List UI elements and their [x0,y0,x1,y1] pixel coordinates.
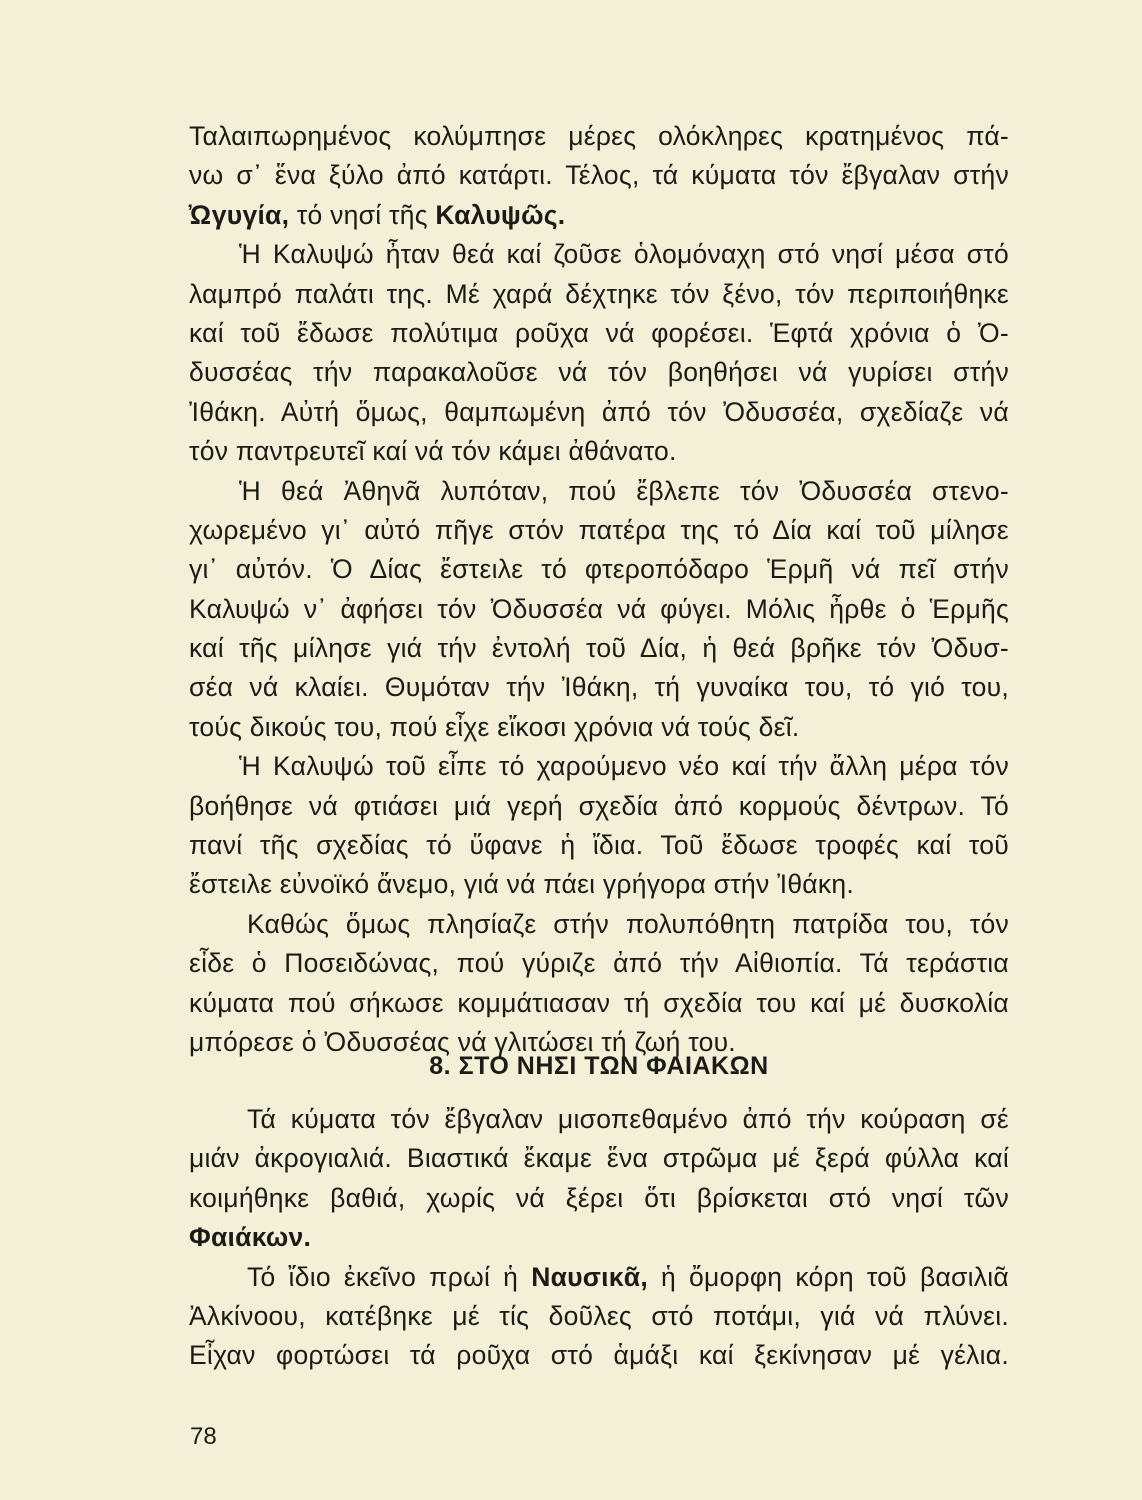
text-line: εἶδε ὁ Ποσειδώνας, πού γύριζε ἀπό τήν Αἰθιοπία. Τά τεράστια [189,948,1009,979]
text-line: Καθώς ὅμως πλησίαζε στήν πολυπόθητη πατρίδα του, τόν [247,908,1009,939]
text-span: τό νησί τῆς [289,199,436,230]
text-line [189,1258,1009,1297]
name-nausicaa: Ναυσικᾶ, [531,1261,648,1292]
name-calypso: Καλυψῶς. [435,199,566,230]
text-line: νω σ᾽ ἕνα ξύλο ἀπό κατάρτι. Τέλος, τά κύματα τόν ἔβγαλαν στήν [189,160,1009,191]
text-line: λαμπρό παλάτι της. Μέ χαρά δέχτηκε τόν ξένο, τόν περιποιήθηκε [189,278,1009,309]
text-line: καί τῆς μίλησε γιά τήν ἐντολή τοῦ Δία, ἡ θεά βρῆκε τόν Ὀδυσ- [189,633,1009,664]
text-line: καί τοῦ ἔδωσε πολύτιμα ροῦχα νά φορέσει. Ἑφτά χρόνια ὁ Ὀ- [189,317,1009,348]
text-line: σέα νά κλαίει. Θυμόταν τήν Ἰθάκη, τή γυναίκα του, τό γιό του, [189,672,1009,703]
page-number: 78 [190,1423,217,1450]
text-line: χωρεμένο γι᾽ αὐτό πῆγε στόν πατέρα της τό Δία καί τοῦ μίλησε [189,514,1009,545]
text-line: βοήθησε νά φτιάσει μιά γερή σχεδία ἀπό κορμούς δέντρων. Τό [189,790,1009,821]
text-line: Ταλαιπωρημένος κολύμπησε μέρες ολόκληρες κρατημένος πά- [189,121,1009,151]
text-line: τούς δικούς του, πού εἶχε εἴκοσι χρόνια νά τούς δεῖ. [189,711,800,742]
text-line: γι᾽ αὐτόν. Ὁ Δίας ἔστειλε τό φτεροπόδαρο Ἑρμῆ νά πεῖ στήν [189,554,1009,585]
text-line: μιάν ἀκρογιαλιά. Βιαστικά ἔκαμε ἕνα στρῶμα μέ ξερά φύλλα καί [189,1143,1009,1174]
text-line: δυσσέας τήν παρακαλοῦσε νά τόν βοηθήσει νά γυρίσει στήν [189,357,1009,388]
text-line: τόν παντρευτεῖ καί νά τόν κάμει ἀθάνατο. [189,436,677,467]
text-line: κύματα πού σήκωσε κομμάτιασαν τή σχεδία του καί μέ δυσκολία [189,987,1009,1018]
name-phaeacians: Φαιάκων. [189,1222,312,1253]
text-line: Ἡ Καλυψώ ἦταν θεά καί ζοῦσε ὁλομόναχη στό νησί μέσα στό [239,239,1009,270]
place-name-ogygia: Ὠγυγία, [189,199,290,230]
text-line: μπόρεσε ὁ Ὀδυσσέας νά γλιτώσει τή ζωή του. [189,1026,736,1057]
text-line: πανί τῆς σχεδίας τό ὕφανε ἡ ἴδια. Τοῦ ἔδωσε τροφές καί τοῦ [189,830,1009,861]
text-line: Ἀλκίνοου, κατέβηκε μέ τίς δοῦλες στό ποτάμι, γιά νά πλύνει. [189,1300,1009,1331]
text-line: Καλυψώ ν᾽ ἀφήσει τόν Ὀδυσσέα νά φύγει. Μόλις ἦρθε ὁ Ἑρμῆς [189,593,1009,624]
text-line [189,196,1009,235]
text-line: ἔστειλε εὐνοϊκό ἄνεμο, γιά νά πάει γρήγορα στήν Ἰθάκη. [189,869,854,900]
text-span: ἡ ὄμορφη κόρη τοῦ βασιλιᾶ [647,1261,1009,1292]
text-line: Τά κύματα τόν ἔβγαλαν μισοπεθαμένο ἀπό τήν κούραση σέ [247,1104,1009,1134]
text-line: κοιμήθηκε βαθιά, χωρίς νά ξέρει ὅτι βρίσκεται στό νησί τῶν [189,1182,1009,1213]
text-line: Εἶχαν φορτώσει τά ροῦχα στό ἁμάξι καί ξεκίνησαν μέ γέλια. [189,1340,1009,1371]
section-heading: 8. ΣΤΟ ΝΗΣΙ ΤΩΝ ΦΑΙΑΚΩΝ [429,1052,769,1080]
text-line: Ἡ Καλυψώ τοῦ εἶπε τό χαρούμενο νέο καί τήν ἄλλη μέρα τόν [239,751,1009,782]
text-line: Ἡ θεά Ἀθηνᾶ λυπόταν, πού ἔβλεπε τόν Ὀδυσσέα στενο- [239,475,1009,506]
text-line: Ἰθάκη. Αὐτή ὅμως, θαμπωμένη ἀπό τόν Ὀδυσσέα, σχεδίαζε νά [189,396,1009,427]
text-span: Τό ἴδιο ἐκεῖνο πρωί ἡ [247,1261,532,1292]
main-text-upper [189,117,1009,1062]
main-text-lower [189,1100,1009,1376]
